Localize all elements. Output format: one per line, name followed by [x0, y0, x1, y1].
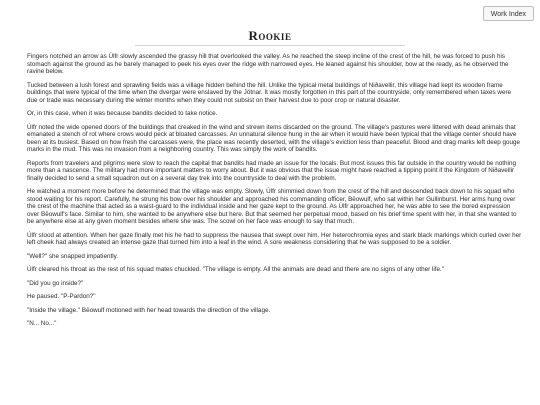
paragraph: He paused. "P-Pardon?" [27, 293, 96, 300]
paragraph: Reports from travelers and pilgrims were slow to reach the capital that bandits had made an issue for the locals. But most issues this far outside in the country would be nothing more than a nascence. The military had more important matters to worry about. But it was obvious that the issue might have reached a tipping point if the Kingdom of Niðavellir finally decided to send a small squadron out on a several day trek into the countryside to deal with the problem. [27, 159, 516, 182]
paragraph: Tucked between a lush forest and sprawling fields was a village hidden behind the hill. Unlike the typical metal buildings of Niðavellir, this village had kept its wooden frame buildings that were typical of the time when the dvergar were enslaved by the Jötnar. It was mostly forgotten in this part of the countryside, only remembered when taxes were due or trade was necessary during the winter months when they could not subsist on their harvest due to poor crop or natural disaster. [27, 81, 512, 104]
paragraph: Úlfr cleared his throat as the rest of his squad mates chuckled. "The village is empty. All the animals are dead and there are no signs of any other life." [27, 266, 445, 273]
title-divider [135, 45, 405, 46]
paragraph: "Well?" she snapped impatiently. [27, 252, 119, 260]
paragraph: Úlfr stood at attention. When her gaze finally met his he had to suppress the nausea that swept over him. Her heterochromia eyes and stark black markings which curled over her left cheek had always created an intense gaze that turned him into a leaf in the wind. A sore weakness considering that he was supposed to be a soldier. [27, 231, 522, 246]
chapter-text [27, 53, 523, 334]
chapter-title: Rookie [248, 28, 292, 43]
paragraph: "Inside the village." Bēowulf motioned with her head towards the direction of the village. [27, 306, 271, 314]
paragraph: "Did you go inside?" [27, 279, 84, 287]
paragraph: Or, in this case, when it was because bandits decided to take notice. [27, 110, 218, 117]
paragraph: He watched a moment more before he determined that the village was empty. Slowly, Úlfr shimmied down from the crest of the hill and descended back down to his squad who stood waiting for his report. Carefully, he strung his bow over his shoulder and approached his commanding officer, Bēowulf, who sat within her Gullinburst. Her arms hung over the crest of the machine that acted as a waist-guard to the individual inside and her gaze kept to the ground. As Úlfr approached her, he was able to see the bored expression over Bēowulf's face. Similar to him, she wanted to be anywhere else but here. But that seemed her perpetual mood, based on his brief time spent with her, in that she wanted to be anywhere else at any given moment besides where she was. The scowl on her face was enough to say that much. [27, 188, 517, 225]
work-index-button[interactable]: Work Index [483, 6, 534, 21]
paragraph: Úlfr noted the wide opened doors of the buildings that creaked in the wind and strewn items discarded on the ground. The village's pastures were littered with dead animals that emanated a stench of rot where crows would peck at bloated carcasses. An unnatural silence hung in the air when it would have been typical that the village center should have been at its busiest. Based on how fresh the carcasses were, the place was recently deserted, with the village's eviction less than peaceful. Blood and drag marks left deep gouge marks in the mud. This was no invasion from a neighboring country. This was simply the work of bandits. [27, 123, 520, 153]
paragraph: Fingers notched an arrow as Úlfr slowly ascended the grassy hill that overlooked the valley. As he reached the steep incline of the crest of the hill, he was forced to push his stomach against the ground as he barely managed to peek his eyes over the ridge with narrowed eyes. He leaned against his shoulder, bow at the ready, as he observed the ravine below. [27, 53, 509, 75]
paragraph: "N... No..." [27, 320, 57, 327]
top-bar [0, 0, 540, 26]
